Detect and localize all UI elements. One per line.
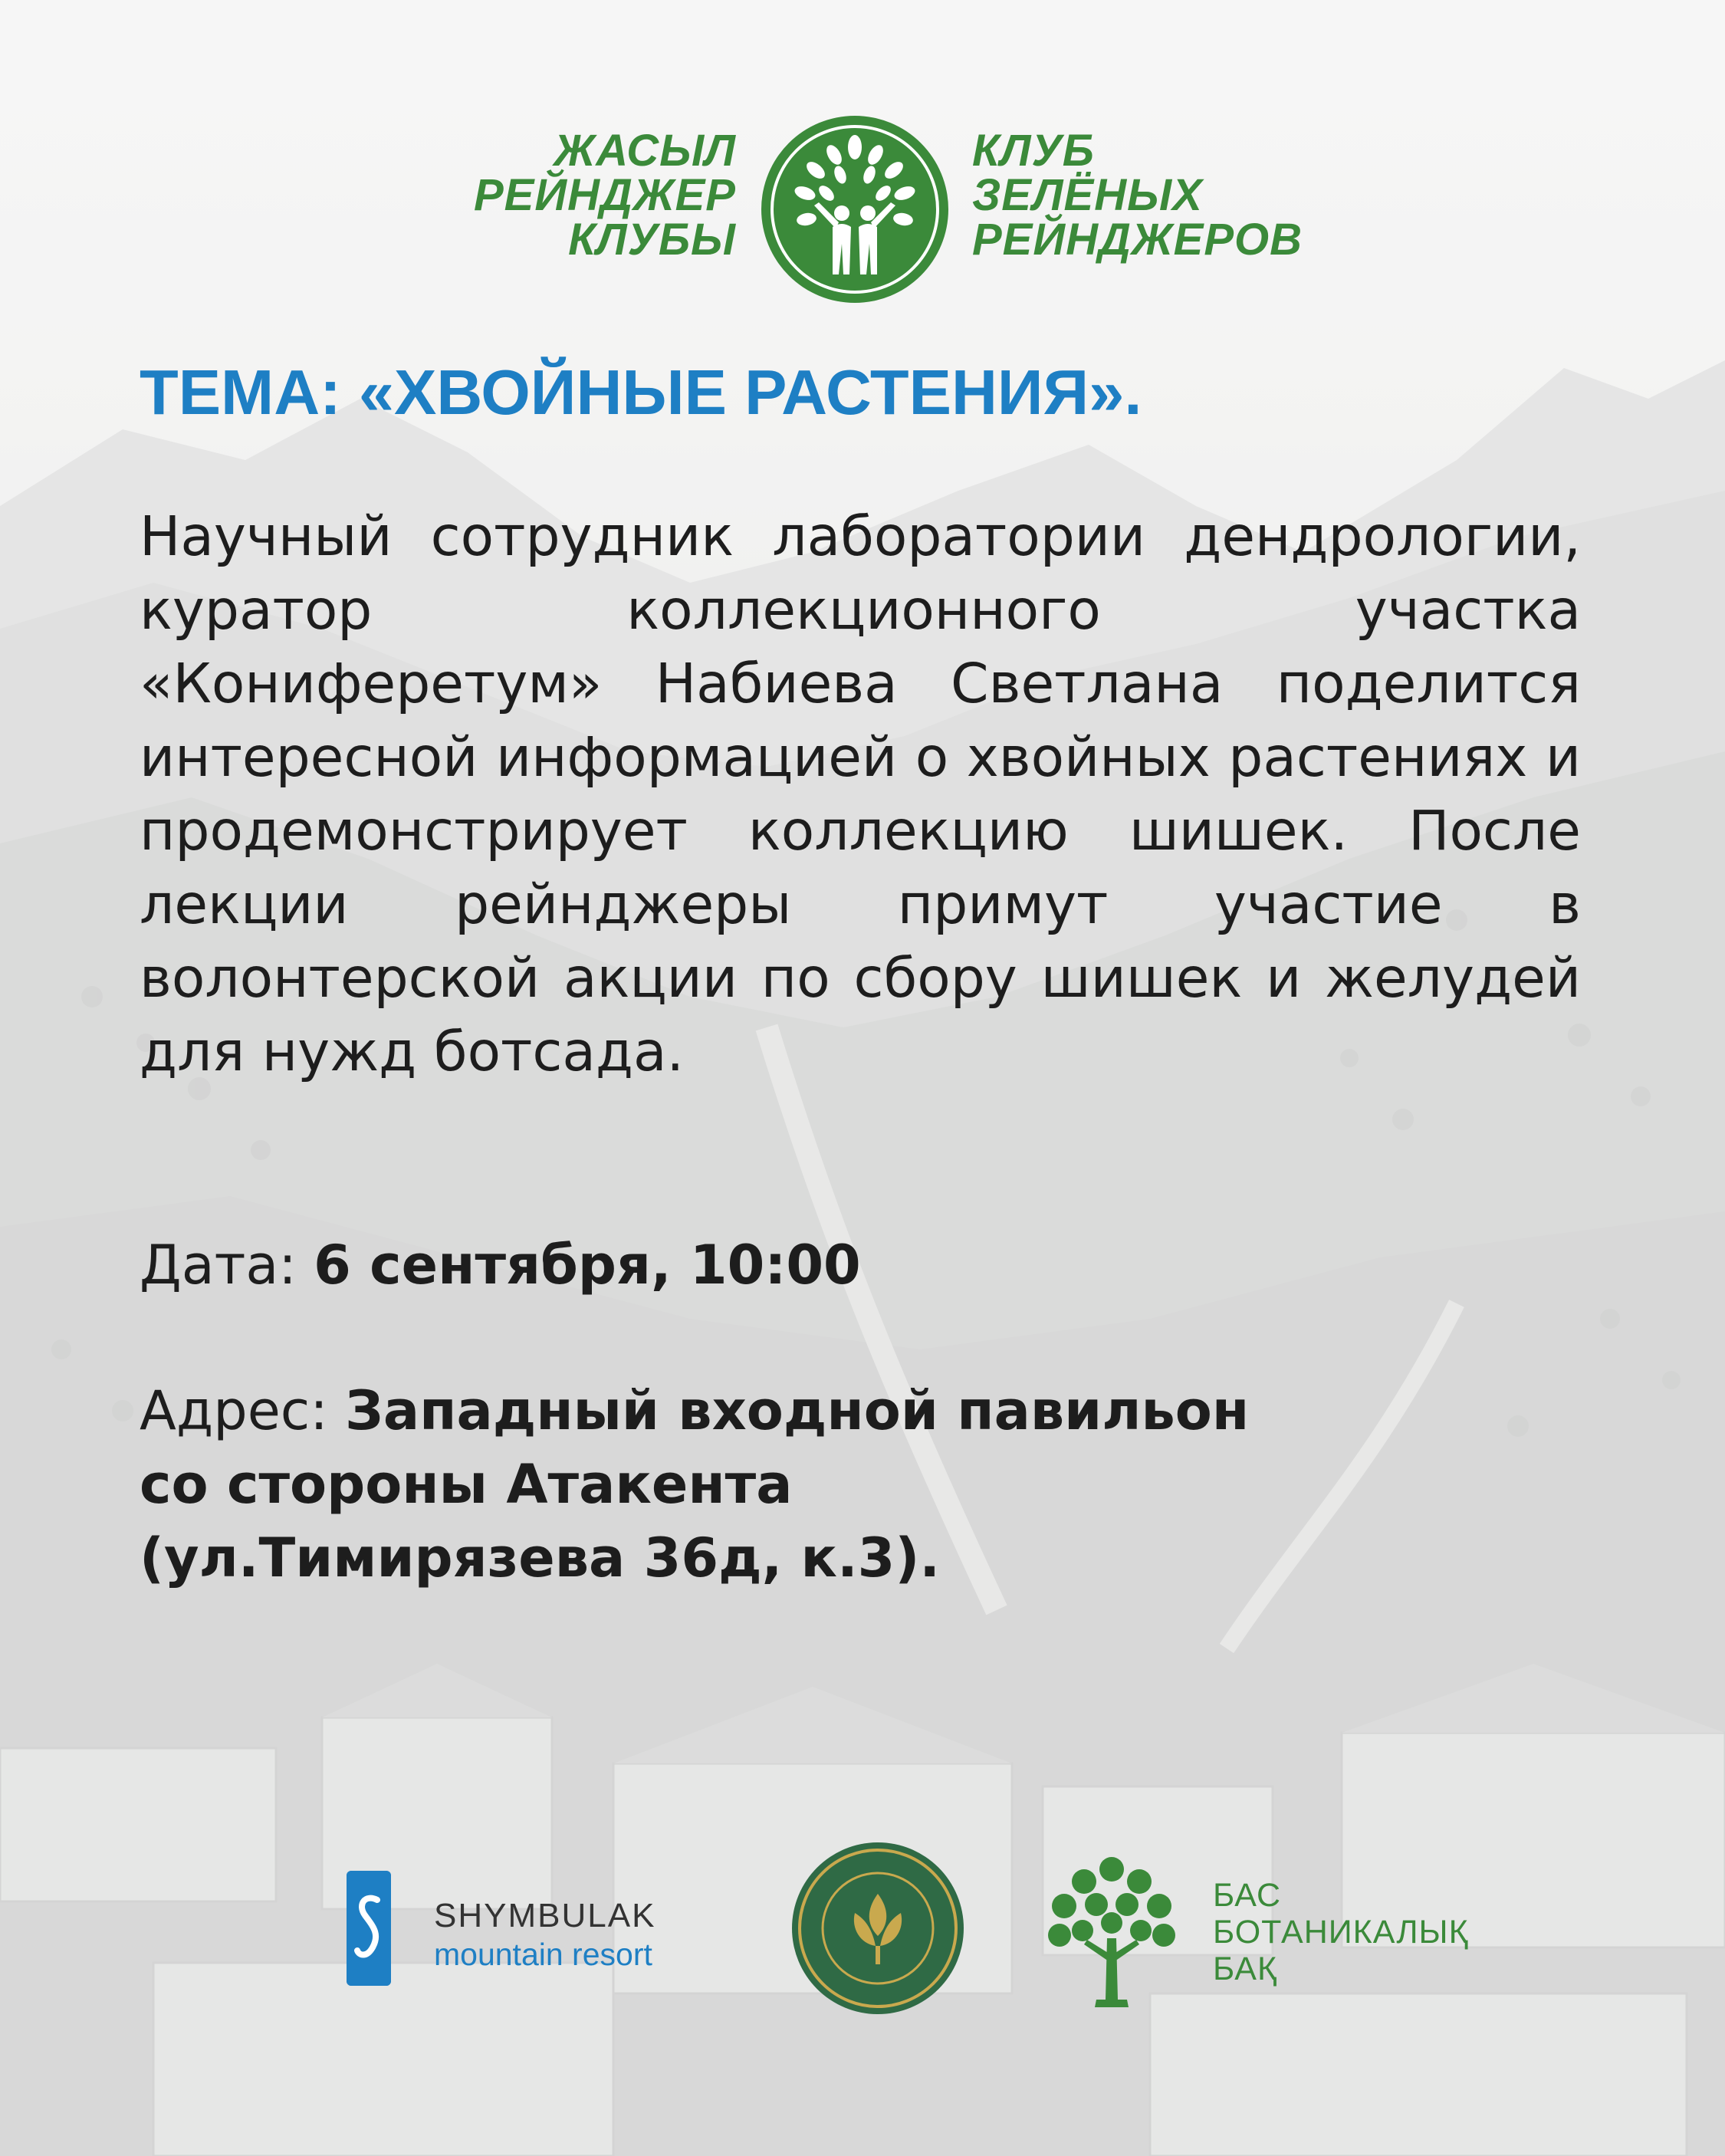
botanical-garden-line-3: БАҚ (1213, 1951, 1278, 1987)
shymbulak-name: SHYMBULAK (434, 1897, 656, 1934)
address-label: Адрес: (140, 1379, 328, 1442)
club-name-russian-line-1: КЛУБ (972, 126, 1095, 176)
club-name-russian (972, 126, 1401, 265)
botanical-garden-line-2: БОТАНИКАЛЫҚ (1213, 1914, 1469, 1951)
event-description: Научный сотрудник лаборатории дендрологии, куратор коллекционного участка «Кониферетум» Набиева Светлана поделится интересной информацией о хвойных растениях и продемонстрирует коллекцию шишек. После лекции рейнджеры примут участие в волонтерской акции по сбору шишек и желудей для нужд ботсада. (140, 504, 1581, 1083)
address-line-1: Западный входной павильон (345, 1379, 1250, 1442)
topic-heading: ТЕМА: «ХВОЙНЫЕ РАСТЕНИЯ». (140, 357, 1142, 428)
event-address (140, 1374, 1596, 1595)
date-value: 6 сентября, 10:00 (314, 1234, 861, 1297)
shymbulak-s-icon (347, 1871, 391, 1986)
tree-people-icon (759, 113, 951, 305)
event-date (140, 1228, 1596, 1302)
address-line-3: (ул.Тимирязева 36д, к.3). (140, 1527, 940, 1589)
shymbulak-logo (347, 1871, 692, 1986)
club-name-russian-line-3: РЕЙНДЖЕРОВ (972, 215, 1303, 265)
main-botanical-garden-logo (1043, 1846, 1472, 2015)
green-tree-icon (1043, 1846, 1181, 2015)
club-name-kazakh-line-2: РЕЙНДЖЕР (473, 170, 736, 220)
botanical-garden-line-1: БАС (1213, 1877, 1282, 1914)
botanical-garden-name (1213, 1877, 1469, 1987)
club-name-russian-line-2: ЗЕЛЁНЫХ (972, 170, 1203, 220)
address-line-2: со стороны Атакента (140, 1453, 793, 1516)
botany-institute-seal-icon (790, 1840, 966, 2016)
club-name-kazakh (399, 126, 736, 265)
club-name-kazakh-line-3: КЛУБЫ (568, 215, 736, 265)
date-label: Дата: (140, 1234, 297, 1297)
shymbulak-subtitle: mountain resort (434, 1937, 652, 1972)
club-name-kazakh-line-1: ЖАСЫЛ (554, 126, 736, 176)
